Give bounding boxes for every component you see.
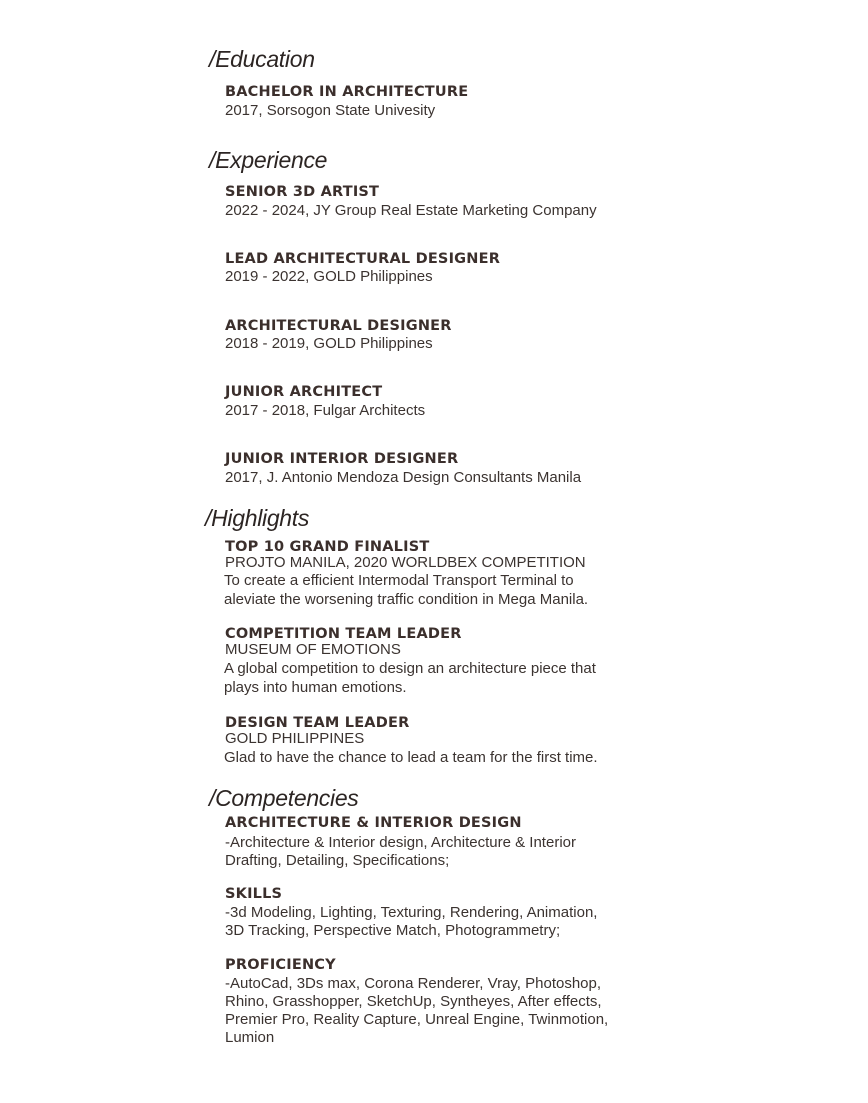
highlight-description-line: A global competition to design an architecture piece that <box>224 660 596 677</box>
experience-detail: 2018 - 2019, GOLD Philippines <box>225 335 433 352</box>
experience-detail: 2017 - 2018, Fulgar Architects <box>225 402 426 419</box>
education-detail: 2017, Sorsogon State Univesity <box>225 102 436 119</box>
experience-role: JUNIOR ARCHITECT <box>225 384 383 400</box>
competency-line: -Architecture & Interior design, Architecture & Interior <box>225 834 576 851</box>
highlight-description-line: Glad to have the chance to lead a team for the first time. <box>224 749 598 766</box>
competency-title: PROFICIENCY <box>225 957 336 973</box>
competency-title: ARCHITECTURE & INTERIOR DESIGN <box>225 815 522 831</box>
competency-line: 3D Tracking, Perspective Match, Photogrammetry; <box>225 922 561 939</box>
competencies-heading: /Competencies <box>209 785 359 811</box>
highlights-heading: /Highlights <box>205 505 310 531</box>
highlight-subtitle: GOLD PHILIPPINES <box>225 730 365 747</box>
experience-heading: /Experience <box>209 147 328 173</box>
competency-line: -3d Modeling, Lighting, Texturing, Rendering, Animation, <box>225 904 598 921</box>
experience-role: JUNIOR INTERIOR DESIGNER <box>225 451 459 467</box>
highlight-title: COMPETITION TEAM LEADER <box>225 626 462 642</box>
competency-line: Lumion <box>225 1029 275 1046</box>
experience-role: ARCHITECTURAL DESIGNER <box>225 318 452 334</box>
experience-role: SENIOR 3D ARTIST <box>225 184 380 200</box>
experience-role: LEAD ARCHITECTURAL DESIGNER <box>225 251 501 267</box>
education-heading: /Education <box>209 46 315 72</box>
highlight-subtitle: MUSEUM OF EMOTIONS <box>225 641 401 658</box>
education-degree: BACHELOR IN ARCHITECTURE <box>225 84 469 100</box>
competency-line: Drafting, Detailing, Specifications; <box>225 852 450 869</box>
experience-detail: 2019 - 2022, GOLD Philippines <box>225 268 433 285</box>
competency-title: SKILLS <box>225 886 283 902</box>
competency-line: -AutoCad, 3Ds max, Corona Renderer, Vray, Photoshop, <box>225 975 602 992</box>
highlight-subtitle: PROJTO MANILA, 2020 WORLDBEX COMPETITION <box>225 554 586 571</box>
highlight-title: DESIGN TEAM LEADER <box>225 715 410 731</box>
highlight-description-line: aleviate the worsening traffic condition in Mega Manila. <box>224 591 589 608</box>
highlight-description-line: To create a efficient Intermodal Transport Terminal to <box>224 572 574 589</box>
experience-detail: 2017, J. Antonio Mendoza Design Consultants Manila <box>225 469 582 486</box>
experience-detail: 2022 - 2024, JY Group Real Estate Marketing Company <box>225 202 597 219</box>
highlight-title: TOP 10 GRAND FINALIST <box>225 539 430 555</box>
competency-line: Premier Pro, Reality Capture, Unreal Engine, Twinmotion, <box>225 1011 609 1028</box>
highlight-description-line: plays into human emotions. <box>224 679 407 696</box>
competency-line: Rhino, Grasshopper, SketchUp, Syntheyes, After effects, <box>225 993 602 1010</box>
